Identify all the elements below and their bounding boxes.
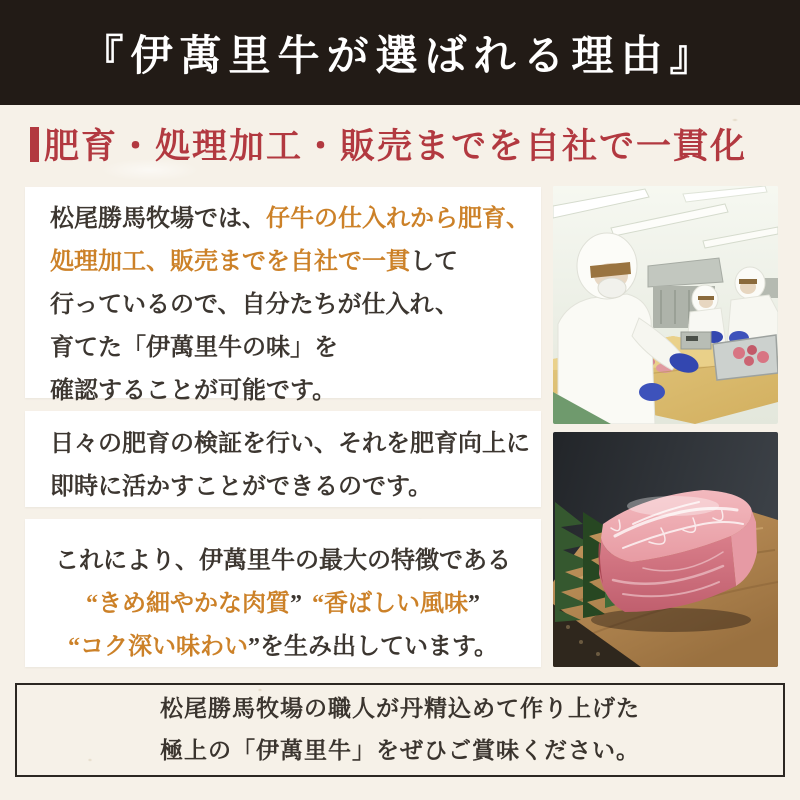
intro-card (25, 187, 541, 404)
scale (681, 332, 711, 349)
page-title: 『伊萬里牛が選ばれる理由』 (81, 33, 719, 80)
processing-photo (553, 186, 778, 424)
heading-accent-bar (30, 127, 39, 162)
intro-seg-3: 処理加工、販売までを自社で一貫 (50, 249, 410, 275)
feature-quote-1-close: ” (290, 591, 302, 617)
beef-photo-illustration (553, 432, 778, 667)
verification-line-2: 即時に活かすことができるのです。 (50, 474, 433, 500)
intro-paragraph (50, 198, 541, 413)
closing-note-line-1: 松尾勝馬牧場の職人が丹精込めて作り上げた (160, 696, 640, 721)
verification-line-1: 日々の肥育の検証を行い、それを肥育向上に (50, 431, 530, 457)
verification-paragraph (50, 423, 541, 509)
features-paragraph (35, 540, 531, 669)
intro-line-3: 行っているので、自分たちが仕入れ、 (50, 292, 459, 318)
header-band (0, 0, 800, 105)
beef-photo (553, 432, 778, 667)
features-line-3-rest: を生み出しています。 (259, 634, 499, 660)
features-card (25, 519, 541, 667)
feature-quote-3: “コク深い味わい (67, 634, 248, 660)
feature-quote-2: “香ばしい風味 (312, 591, 468, 617)
intro-line-5: 確認することが可能です。 (50, 378, 337, 404)
processing-photo-illustration (553, 186, 778, 424)
feature-quote-3-close: ” (247, 634, 260, 660)
intro-seg-4: して (410, 249, 458, 275)
features-line-1: これにより、伊萬里牛の最大の特徴である (55, 548, 511, 574)
closing-note (15, 683, 785, 777)
intro-seg-2: 仔牛の仕入れから肥育、 (266, 206, 530, 232)
intro-line-4: 育てた「伊萬里牛の味」を (50, 335, 338, 361)
section-heading-text: 肥育・処理加工・販売までを自社で一貫化 (44, 127, 748, 166)
closing-note-line-2: 極上の「伊萬里牛」をぜひご賞味ください。 (160, 738, 640, 763)
intro-seg-1: 松尾勝馬牧場では、 (50, 206, 266, 232)
verification-card (25, 411, 541, 507)
section-heading (30, 121, 747, 167)
feature-quote-1: “きめ細やかな肉質 (86, 591, 290, 617)
feature-quote-2-close: ” (468, 591, 480, 617)
